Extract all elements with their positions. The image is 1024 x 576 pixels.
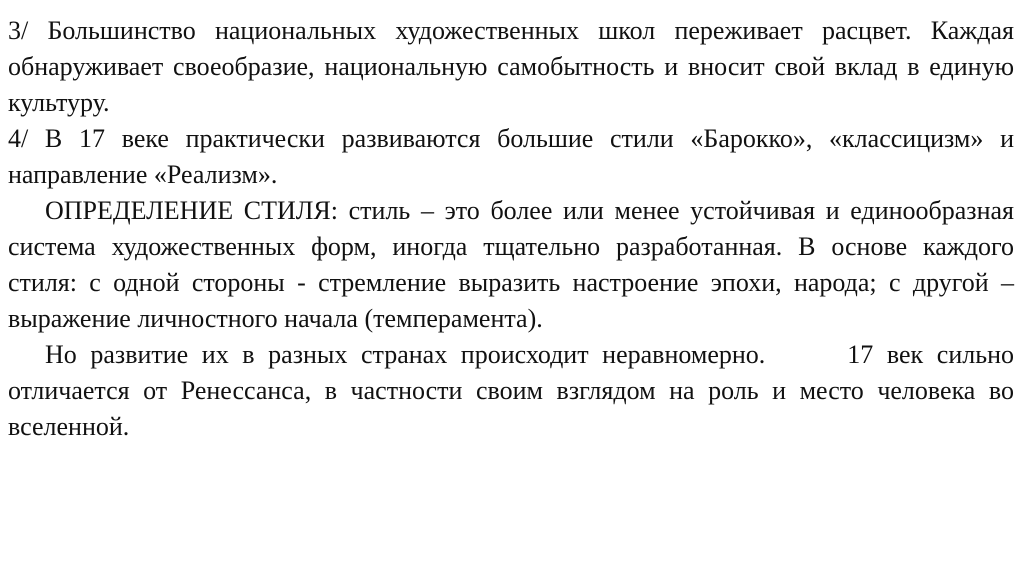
paragraph-4: 4/ В 17 веке практически развиваются большие стили «Барокко», «классицизм» и направление «Реализм». [8, 124, 1014, 189]
paragraph-style-definition: ОПРЕДЕЛЕНИЕ СТИЛЯ: стиль – это более или менее устойчивая и единообразная система художественных форм, иногда тщательно разработанная. В основе каждого стиля: с одной стороны - стремление выразить настроение эпохи, народа; с другой – выражение личностного начала (темперамента). [8, 196, 1014, 333]
paragraph-3: 3/ Большинство национальных художественных школ переживает расцвет. Каждая обнаруживает своеобразие, национальную самобытность и вносит свой вклад в единую культуру. [8, 16, 1014, 117]
document-page [8, 13, 1014, 445]
paragraph-development-start: Но развитие их в разных странах происходит неравномерно. [45, 340, 766, 369]
paragraph-development [8, 337, 1014, 445]
paragraph-development-end: 17 век сильно отличается от Ренессанса, в частности своим взглядом на роль и место человека во вселенной. [8, 340, 1014, 441]
